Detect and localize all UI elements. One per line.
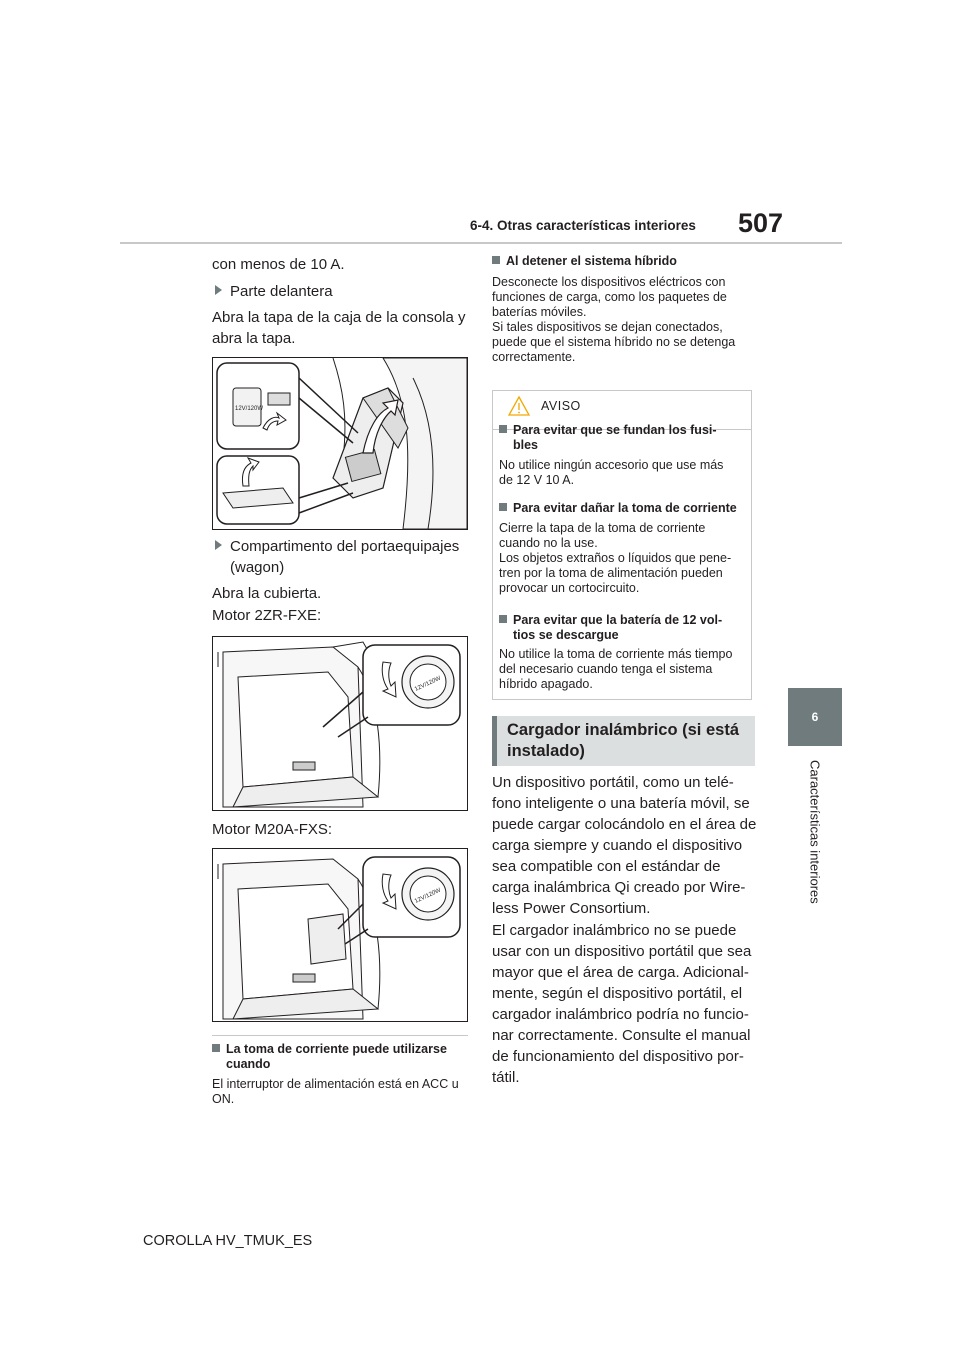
aviso-text-line: No utilice la toma de corriente más tiempo bbox=[499, 647, 733, 661]
wireless-para1 bbox=[492, 772, 756, 919]
aviso-text-line: Cierre la tapa de la toma de corriente bbox=[499, 521, 706, 535]
bullet-front-text: Parte delantera bbox=[230, 283, 333, 300]
section-header: 6-4. Otras características interiores bbox=[470, 218, 696, 233]
para-line: nar correctamente. Consulte el manual bbox=[492, 1027, 751, 1044]
para-line: carga siempre y cuando el dispositivo bbox=[492, 837, 743, 854]
aviso-text-line: tren por la toma de alimentación pueden bbox=[499, 566, 723, 580]
bullet-luggage-line2: (wagon) bbox=[230, 559, 285, 576]
note-text-right bbox=[492, 275, 735, 365]
aviso-item-3-title-line2: tios se descargue bbox=[513, 628, 619, 642]
para-line: Un dispositivo portátil, como un telé- bbox=[492, 774, 734, 791]
para-line: puede cargar colocándolo en el área de bbox=[492, 816, 757, 833]
para-line: mente, según el dispositivo portátil, el bbox=[492, 985, 743, 1002]
note-rule-left bbox=[212, 1035, 468, 1036]
note-text-left-line1: El interruptor de alimentación está en ACC u bbox=[212, 1077, 459, 1091]
para1-line2: abra la tapa. bbox=[212, 330, 296, 347]
para-line: tátil. bbox=[492, 1069, 520, 1086]
note-line: funciones de carga, como los paquetes de bbox=[492, 290, 727, 304]
left-line1: con menos de 10 A. bbox=[212, 256, 345, 273]
square-bullet-icon bbox=[492, 256, 500, 264]
note-line: Si tales dispositivos se dejan conectados, bbox=[492, 320, 723, 334]
aviso-text-line: de 12 V 10 A. bbox=[499, 473, 575, 487]
aviso-text-line: híbrido apagado. bbox=[499, 677, 593, 691]
aviso-text-line: cuando no la use. bbox=[499, 536, 598, 550]
socket-label-2: 12V/120W bbox=[413, 675, 442, 693]
aviso-item-1-title-line2: bles bbox=[513, 438, 539, 452]
aviso-item-3-title-line1: Para evitar que la batería de 12 vol- bbox=[513, 613, 723, 627]
aviso-item-3-text bbox=[499, 647, 732, 692]
section-heading bbox=[492, 716, 755, 766]
aviso-item-3-title bbox=[499, 613, 722, 628]
para-line: cargador inalámbrico podría no funcio- bbox=[492, 1006, 749, 1023]
motor2-label: Motor M20A-FXS: bbox=[212, 821, 333, 838]
section-heading-line2: instalado) bbox=[507, 742, 585, 760]
note-line: correctamente. bbox=[492, 350, 576, 364]
aviso-item-1-title-line1: Para evitar que se fundan los fusi- bbox=[513, 423, 717, 437]
aviso-item-1-text bbox=[499, 458, 723, 488]
aviso-item-2-title-line1: Para evitar dañar la toma de corriente bbox=[513, 501, 737, 515]
note-line: Desconecte los dispositivos eléctricos con bbox=[492, 275, 726, 289]
motor1-label: Motor 2ZR-FXE: bbox=[212, 607, 322, 624]
para-line: less Power Consortium. bbox=[492, 900, 651, 917]
bullet-luggage bbox=[215, 536, 459, 557]
warning-icon bbox=[507, 395, 531, 417]
note-title-right-text: Al detener el sistema híbrido bbox=[506, 254, 677, 268]
para-line: de funcionamiento del dispositivo por- bbox=[492, 1048, 744, 1065]
trunk-figure-m20a bbox=[212, 848, 468, 1022]
aviso-box bbox=[492, 390, 752, 700]
aviso-text-line: Los objetos extraños o líquidos que pene- bbox=[499, 551, 732, 565]
note-text-left-line2: ON. bbox=[212, 1092, 235, 1106]
wireless-para2 bbox=[492, 920, 751, 1088]
aviso-item-1-title bbox=[499, 423, 717, 438]
aviso-item-2-text bbox=[499, 521, 731, 596]
trunk-figure-2zr bbox=[212, 636, 468, 811]
socket-label-3: 12V/120W bbox=[413, 887, 442, 905]
para-line: carga inalámbrica Qi creado por Wire- bbox=[492, 879, 746, 896]
square-bullet-icon bbox=[212, 1044, 220, 1052]
square-bullet-icon bbox=[499, 425, 507, 433]
header-rule bbox=[120, 242, 842, 244]
square-bullet-icon bbox=[499, 615, 507, 623]
footer-model: COROLLA HV_TMUK_ES bbox=[143, 1233, 313, 1249]
para-line: mayor que el área de carga. Adicional- bbox=[492, 964, 749, 981]
section-heading-line1: Cargador inalámbrico (si está bbox=[507, 721, 739, 739]
note-line: baterías móviles. bbox=[492, 305, 587, 319]
note-title-left-line2: cuando bbox=[226, 1057, 271, 1071]
note-title-right bbox=[492, 254, 677, 269]
aviso-text-line: provocar un cortocircuito. bbox=[499, 581, 640, 595]
para-line: El cargador inalámbrico no se puede bbox=[492, 922, 737, 939]
para2: Abra la cubierta. bbox=[212, 585, 322, 602]
para-line: usar con un dispositivo portátil que sea bbox=[492, 943, 752, 960]
bullet-front bbox=[215, 281, 333, 302]
chapter-label-text: Características interiores bbox=[807, 760, 823, 904]
para1-line1: Abra la tapa de la caja de la consola y bbox=[212, 309, 466, 326]
note-title-left-line1: La toma de corriente puede utilizarse bbox=[226, 1042, 447, 1056]
console-box-figure bbox=[212, 357, 468, 530]
aviso-text-line: No utilice ningún accesorio que use más bbox=[499, 458, 724, 472]
para-line: sea compatible con el estándar de bbox=[492, 858, 721, 875]
note-line: puede que el sistema híbrido no se detenga bbox=[492, 335, 736, 349]
bullet-luggage-line1: Compartimento del portaequipajes bbox=[230, 538, 460, 555]
aviso-title: AVISO bbox=[541, 399, 581, 413]
chapter-tab[interactable]: 6 bbox=[788, 688, 842, 746]
bullet-triangle-icon bbox=[215, 285, 222, 295]
note-title-left bbox=[212, 1042, 447, 1057]
chapter-label bbox=[790, 760, 840, 920]
square-bullet-icon bbox=[499, 503, 507, 511]
socket-label-1: 12V/120W bbox=[235, 406, 264, 412]
aviso-text-line: del necesario cuando tenga el sistema bbox=[499, 662, 713, 676]
bullet-triangle-icon bbox=[215, 540, 222, 550]
para-line: fono inteligente o una batería móvil, se bbox=[492, 795, 750, 812]
page-number: 507 bbox=[738, 208, 784, 238]
aviso-item-2-title bbox=[499, 501, 737, 516]
